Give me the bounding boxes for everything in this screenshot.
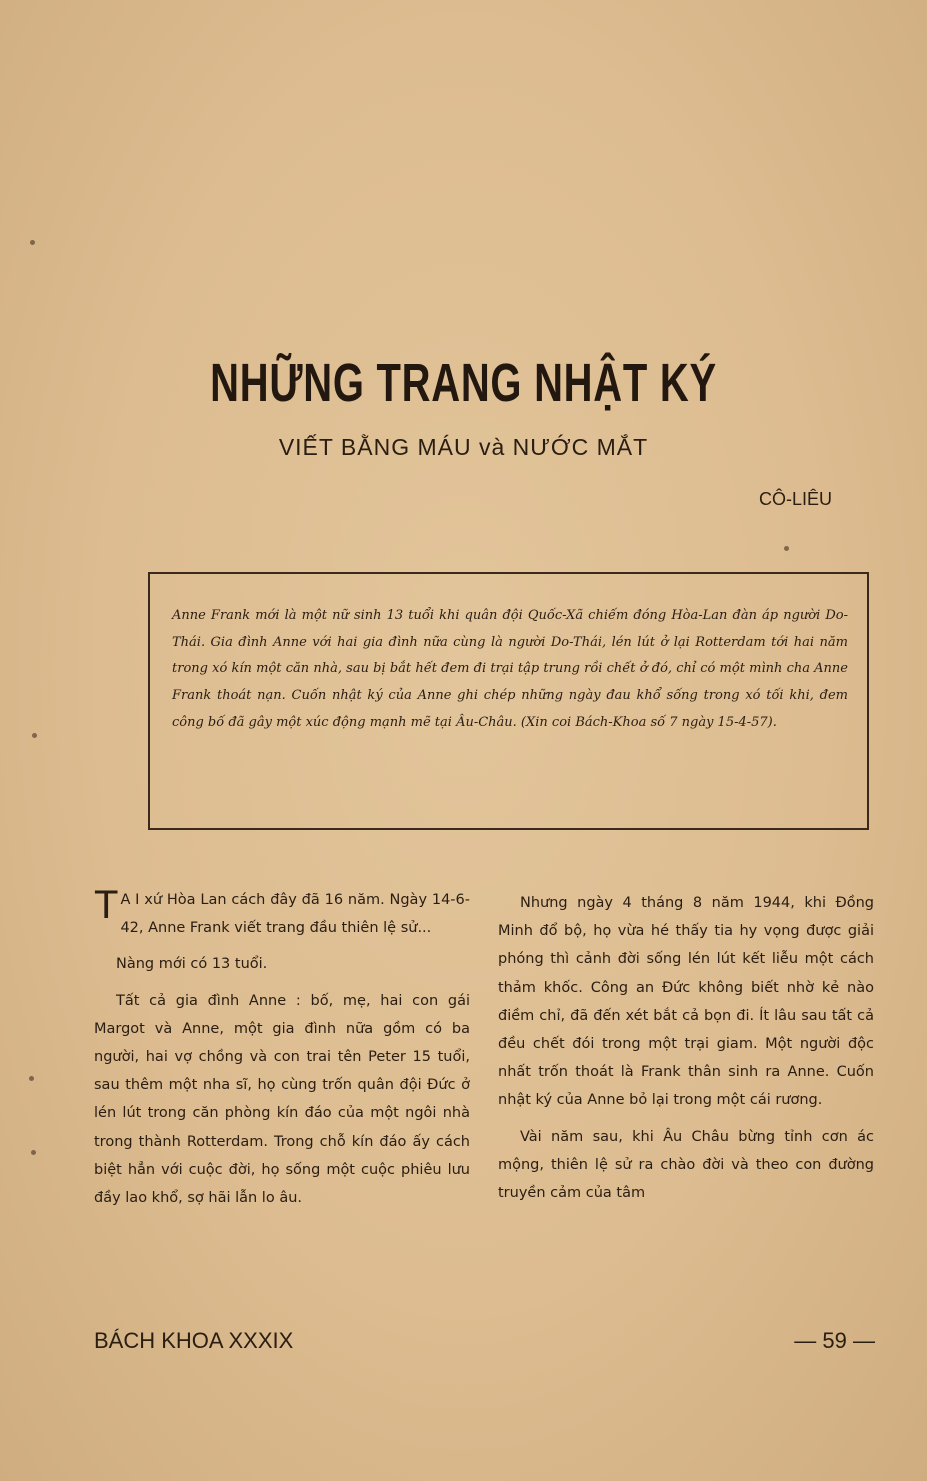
paragraph: Vài năm sau, khi Âu Châu bừng tỉnh cơn ác mộng, thiên lệ sử ra chào đời và theo con đường truyền cảm của tâm	[498, 1128, 874, 1202]
article-author: CÔ-LIÊU	[758, 489, 832, 509]
page-number: — 59 —	[794, 1328, 875, 1353]
paragraph-opening	[94, 883, 470, 942]
paper-speck	[32, 733, 37, 738]
intro-left-rule	[148, 572, 150, 830]
body-column-right	[498, 889, 874, 1207]
drop-cap: T	[94, 883, 119, 927]
article-subtitle: VIẾT BẰNG MÁU và NƯỚC MẮT	[278, 434, 649, 460]
article-title: NHỮNG TRANG NHẬT KÝ	[210, 353, 717, 413]
paragraph-opening-text: A I xứ Hòa Lan cách đây đã 16 năm. Ngày 14-6-42, Anne Frank viết trang đầu thiên lệ sử...	[120, 892, 470, 937]
body-column-left	[94, 883, 470, 1212]
paragraph: Nhưng ngày 4 tháng 8 năm 1944, khi Đồng Minh đổ bộ, họ vừa hé thấy tia hy vọng được giải phóng thì cảnh đời sống lén lút kết liễu một cách thảm khốc. Công an Đức không biết nhờ kẻ nào điềm chỉ, đã đến xét bắt cả bọn đi. Ít lâu sau tất cả đều chết đói trong một trại giam. Một người độc nhất trốn thoát là Frank thân sinh ra Anne. Cuốn nhật ký của Anne bỏ lại trong một cái rương.	[498, 895, 874, 1109]
paragraph: Tất cả gia đình Anne : bố, mẹ, hai con gái Margot và Anne, một gia đình nữa gồm có ba người, hai vợ chồng và con trai tên Peter 15 tuổi, sau thêm một nha sĩ, họ cùng trốn quân đội Đức ở lén lút trong căn phòng kín đáo của một ngôi nhà trong thành Rotterdam. Trong chỗ kín đáo ấy cách biệt hẳn với cuộc đời, họ sống một cuộc phiêu lưu đầy lao khổ, sợ hãi lẫn lo âu.	[94, 992, 470, 1207]
paragraph: Nàng mới có 13 tuổi.	[116, 956, 268, 973]
paper-speck	[30, 240, 35, 245]
paper-speck	[31, 1150, 36, 1155]
intro-bottom-rule	[148, 828, 869, 830]
running-footer-magazine: BÁCH KHOA XXXIX	[94, 1328, 294, 1353]
intro-right-rule	[867, 572, 869, 830]
paper-speck	[29, 1076, 34, 1081]
intro-top-rule	[148, 572, 868, 574]
intro-text: Anne Frank mới là một nữ sinh 13 tuổi khi quân đội Quốc-Xã chiếm đóng Hòa-Lan đàn áp người Do-Thái. Gia đình Anne với hai gia đình nữa cùng là người Do-Thái, lén lút ở lại Rotterdam tới hai năm trong xó kín một căn nhà, sau bị bắt hết đem đi trại tập trung rồi chết ở đó, chỉ có một mình cha Anne Frank thoát nạn. Cuốn nhật ký của Anne ghi chép những ngày đau khổ sống trong xó tối khi, đem công bố đã gây một xúc động mạnh mẽ tại Âu-Châu. (Xin coi Bách-Khoa số 7 ngày 15-4-57).	[172, 608, 848, 730]
paper-speck	[784, 546, 789, 551]
